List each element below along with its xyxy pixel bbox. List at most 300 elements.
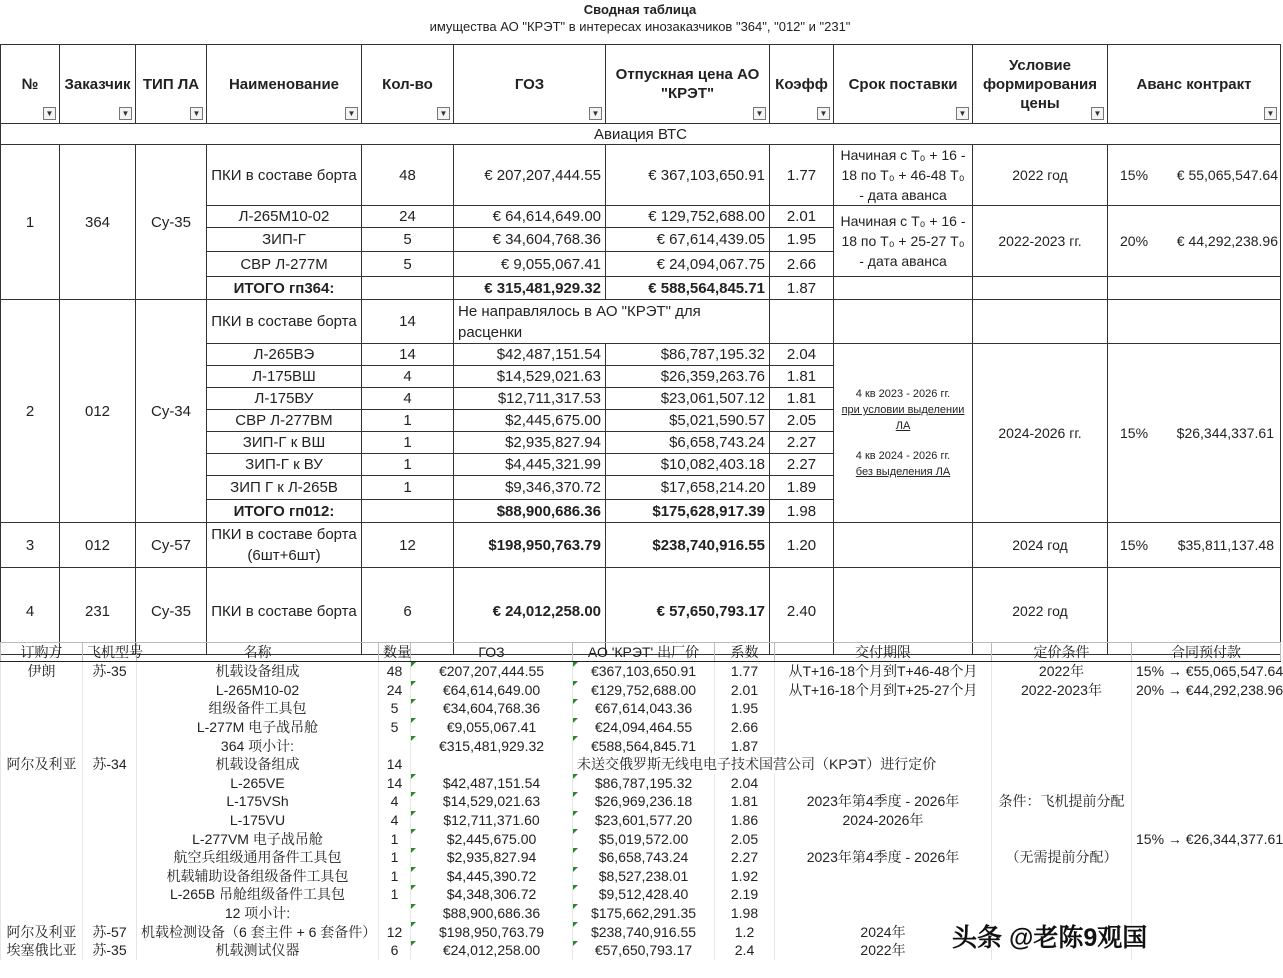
header-customer: Заказчик ▼ [60,45,136,124]
filter-dropdown-icon[interactable]: ▼ [956,107,969,120]
cn-aircraft [83,699,137,718]
cn-goz: €207,207,444.55 [411,662,573,681]
cn-price: €57,650,793.17 [573,941,715,960]
filter-dropdown-icon[interactable]: ▼ [1091,107,1104,120]
cn-coef: 1.86 [715,811,775,830]
cn-delivery [775,736,992,755]
table-row [1,300,1281,344]
header-coef: Коэфф ▼ [770,45,834,124]
cn-aircraft [83,718,137,737]
item-goz: $12,711,317.53 [454,388,606,410]
cn-pricing [992,885,1132,904]
cn-goz: €24,012,258.00 [411,941,573,960]
cn-aircraft [83,829,137,848]
advance-percent: 15% [1120,167,1149,183]
subtotal-price: € 588,564,845.71 [606,277,770,300]
cn-goz: $2,935,827.94 [411,848,573,867]
cn-price: $26,969,236.18 [573,792,715,811]
item-qty: 5 [362,252,454,277]
cn-table-row [1,662,1281,681]
cn-coef: 1.98 [715,904,775,923]
cn-delivery: 2024-2026年 [775,811,992,830]
item-name: ПКИ в составе борта [207,145,362,206]
cn-header-coef: 系数 [715,643,775,662]
cn-advance [1132,848,1281,867]
item-goz: € 64,614,649.00 [454,206,606,228]
cn-buyer [1,904,83,923]
cn-qty: 4 [379,811,411,830]
cn-price: €67,614,043.36 [573,699,715,718]
advance-amount: € 55,065,547.64 [1176,167,1278,183]
cn-qty: 24 [379,681,411,700]
cn-delivery: 2022年 [775,941,992,960]
item-price: € 57,650,793.17 [606,568,770,655]
filter-dropdown-icon[interactable]: ▼ [753,107,766,120]
cn-item-name: L-265VE [137,774,379,793]
advance-amount: $35,811,137.48 [1177,537,1274,553]
advance-cell [1108,523,1281,568]
item-coef: 1.81 [770,388,834,410]
item-name: ЗИП-Г [207,228,362,252]
item-coef: 2.66 [770,252,834,277]
not-priced-note: Не направлялось в АО "КРЭТ" для расценки [454,300,770,344]
cn-advance: 15% → €55,065,547.64 [1132,662,1281,681]
empty-cell [834,300,973,344]
cn-pricing [992,829,1132,848]
item-name: Л-265ВЭ [207,344,362,366]
subtotal-label: ИТОГО гп012: [207,500,362,523]
cn-not-priced-note: 未送交俄罗斯无线电电子技术国营公司（KPЭT）进行定价 [573,755,992,774]
item-goz: $14,529,021.63 [454,366,606,388]
filter-dropdown-icon[interactable]: ▼ [345,107,358,120]
cn-table-row [1,755,1281,774]
chinese-translation-table [0,642,1281,960]
item-qty: 1 [362,454,454,476]
cn-aircraft [83,867,137,886]
cn-pricing [992,736,1132,755]
cn-pricing: （无需提前分配） [992,848,1132,867]
item-qty [362,277,454,300]
cn-price: $175,662,291.35 [573,904,715,923]
item-name: ПКИ в составе борта [207,568,362,655]
cn-advance: 20% → €44,292,238.96 [1132,681,1281,700]
item-name: ЗИП-Г к ВУ [207,454,362,476]
cn-header-name: 名称 [137,643,379,662]
cn-qty: 12 [379,922,411,941]
cn-goz: $12,711,371.60 [411,811,573,830]
cn-table-row [1,811,1281,830]
item-price: € 367,103,650.91 [606,145,770,206]
header-qty: Кол-во ▼ [362,45,454,124]
advance-cell [1108,344,1281,523]
item-qty: 14 [362,300,454,344]
cn-item-name: 机载辅助设备组级备件工具包 [137,867,379,886]
empty-cell [770,300,834,344]
cn-aircraft [83,792,137,811]
cn-goz: $198,950,763.79 [411,922,573,941]
cn-advance [1132,811,1281,830]
cn-header-pricing: 定价条件 [992,643,1132,662]
cn-advance [1132,736,1281,755]
advance-amount: € 44,292,238.96 [1176,233,1278,249]
row-aircraft-type: Су-35 [136,145,207,300]
cn-advance [1132,699,1281,718]
item-qty: 48 [362,145,454,206]
table-row [1,145,1281,206]
item-name: Л-265М10-02 [207,206,362,228]
subtotal-coef: 1.98 [770,500,834,523]
header-delivery: Срок поставки ▼ [834,45,973,124]
empty-cell [834,277,973,300]
cn-goz: €9,055,067.41 [411,718,573,737]
cn-coef: 1.77 [715,662,775,681]
cn-qty [379,736,411,755]
filter-dropdown-icon[interactable]: ▼ [1264,107,1277,120]
cn-price: $86,787,195.32 [573,774,715,793]
cn-delivery [775,885,992,904]
header-row [1,45,1281,124]
cn-qty: 4 [379,792,411,811]
cn-advance [1132,904,1281,923]
cn-aircraft [83,904,137,923]
cn-table-row [1,885,1281,904]
delivery-line: 4 кв 2024 - 2026 гг. [855,450,951,462]
item-coef: 1.20 [770,523,834,568]
section-row [1,124,1281,145]
cn-aircraft [83,848,137,867]
cn-buyer [1,774,83,793]
item-name: Л-175ВУ [207,388,362,410]
item-name: СВР Л-277М [207,252,362,277]
cn-qty: 1 [379,829,411,848]
subtotal-goz: $88,900,686.36 [454,500,606,523]
item-qty: 14 [362,344,454,366]
filter-dropdown-icon[interactable]: ▼ [589,107,602,120]
cn-price: €588,564,845.71 [573,736,715,755]
cn-pricing: 2022-2023年 [992,681,1132,700]
cn-delivery [775,774,992,793]
cn-header-delivery: 交付期限 [775,643,992,662]
item-name: Л-175ВШ [207,366,362,388]
header-aircraft-type: ТИП ЛА ▼ [136,45,207,124]
row-customer: 012 [60,300,136,523]
pricing-condition: 2022 год [973,145,1108,206]
cn-goz: $4,348,306.72 [411,885,573,904]
cn-coef: 1.2 [715,922,775,941]
item-goz: $9,346,370.72 [454,476,606,500]
cn-coef: 1.92 [715,867,775,886]
cn-goz: $14,529,021.63 [411,792,573,811]
cn-qty [379,904,411,923]
delivery-term: Начиная с Т₀ + 16 - 18 по Т₀ + 46-48 Т₀ - дата аванса [834,145,973,206]
item-price: $86,787,195.32 [606,344,770,366]
pricing-condition: 2022-2023 гг. [973,206,1108,277]
header-goz: ГОЗ ▼ [454,45,606,124]
subtotal-label: ИТОГО гп364: [207,277,362,300]
cn-delivery: 2023年第4季度 - 2026年 [775,792,992,811]
cn-table-row [1,792,1281,811]
empty-cell [834,523,973,568]
cn-advance [1132,885,1281,904]
cn-delivery [775,718,992,737]
cn-aircraft: 苏-35 [83,662,137,681]
item-coef: 2.01 [770,206,834,228]
item-qty: 24 [362,206,454,228]
cn-item-name: L-277M 电子战吊舱 [137,718,379,737]
cn-advance [1132,941,1281,960]
cn-item-name: L-265B 吊舱组级备件工具包 [137,885,379,904]
cn-table-row [1,699,1281,718]
filter-dropdown-icon[interactable]: ▼ [437,107,450,120]
cn-pricing: 2022年 [992,662,1132,681]
cn-header-qty: 数量 [379,643,411,662]
cn-pricing [992,867,1132,886]
cn-goz: €34,604,768.36 [411,699,573,718]
subtotal-goz: € 315,481,929.32 [454,277,606,300]
table-subtitle: имущества АО "КРЭТ" в интересах инозаказчиков "364", "012" и "231" [429,19,851,34]
cn-coef: 1.87 [715,736,775,755]
advance-cell [1108,145,1281,206]
cn-pricing [992,755,1132,774]
cn-coef: 2.27 [715,848,775,867]
item-price: $6,658,743.24 [606,432,770,454]
item-price: $26,359,263.76 [606,366,770,388]
cn-delivery: 从T+16-18个月到T+25-27个月 [775,681,992,700]
filter-dropdown-icon[interactable]: ▼ [119,107,132,120]
item-name: ЗИП-Г к ВШ [207,432,362,454]
cn-item-name: 机载测试仪器 [137,941,379,960]
item-name: ЗИП Г к Л-265В [207,476,362,500]
item-name: ПКИ в составе борта (6шт+6шт) [207,523,362,568]
cn-buyer [1,699,83,718]
cn-item-name: 机载设备组成 [137,662,379,681]
item-qty: 12 [362,523,454,568]
item-qty [362,500,454,523]
cn-price: $5,019,572.00 [573,829,715,848]
row-no: 2 [1,300,60,523]
item-name: ПКИ в составе борта [207,300,362,344]
item-goz: $42,487,151.54 [454,344,606,366]
cn-buyer: 阿尔及利亚 [1,922,83,941]
watermark: 头条 @老陈9观国 [952,924,1148,952]
cn-table-row [1,681,1281,700]
cn-goz: $42,487,151.54 [411,774,573,793]
cn-aircraft [83,774,137,793]
cn-buyer [1,848,83,867]
cn-price: $23,601,577.20 [573,811,715,830]
cn-buyer: 伊朗 [1,662,83,681]
item-qty: 1 [362,410,454,432]
title-area [0,0,1280,44]
cn-qty: 1 [379,885,411,904]
cn-qty: 5 [379,718,411,737]
header-pricing-condition: Условие формирования цены ▼ [973,45,1108,124]
section-label: Авиация ВТС [1,124,1281,145]
cn-buyer: 阿尔及利亚 [1,755,83,774]
cn-qty: 1 [379,848,411,867]
header-no: № ▼ [1,45,60,124]
cn-delivery [775,699,992,718]
pricing-condition: 2024-2026 гг. [973,344,1108,523]
cn-table-row [1,718,1281,737]
cn-advance [1132,718,1281,737]
cn-price: $6,658,743.24 [573,848,715,867]
pricing-condition: 2022 год [973,568,1108,655]
cn-delivery [775,829,992,848]
row-customer: 364 [60,145,136,300]
cn-table-row [1,736,1281,755]
item-coef: 1.95 [770,228,834,252]
cn-price: €367,103,650.91 [573,662,715,681]
cn-header-advance: 合同预付款 [1132,643,1281,662]
cn-advance [1132,792,1281,811]
advance-percent: 15% [1120,537,1149,553]
item-coef: 2.27 [770,432,834,454]
filter-dropdown-icon[interactable]: ▼ [190,107,203,120]
cn-buyer: 埃塞俄比亚 [1,941,83,960]
delivery-term: Начиная с Т₀ + 16 - 18 по Т₀ + 25-27 Т₀ - дата аванса [834,206,973,277]
cn-item-name: L-175VU [137,811,379,830]
cn-qty: 5 [379,699,411,718]
row-aircraft-type: Су-57 [136,523,207,568]
cn-coef: 2.04 [715,774,775,793]
pricing-condition: 2024 год [973,523,1108,568]
item-coef: 1.81 [770,366,834,388]
item-qty: 4 [362,388,454,410]
item-goz: € 9,055,067.41 [454,252,606,277]
cn-delivery: 2024年 [775,922,992,941]
cn-qty: 14 [379,774,411,793]
cn-table-row [1,867,1281,886]
cn-price: $238,740,916.55 [573,922,715,941]
empty-cell [973,300,1108,344]
cn-table-body [1,662,1281,960]
delivery-line: при условии выделении ЛА [841,404,965,432]
cn-qty: 48 [379,662,411,681]
item-goz: $4,445,321.99 [454,454,606,476]
cn-goz: $4,445,390.72 [411,867,573,886]
cn-price: $9,512,428.40 [573,885,715,904]
cn-qty: 14 [379,755,411,774]
cn-buyer [1,867,83,886]
cn-pricing [992,774,1132,793]
cn-coef: 2.05 [715,829,775,848]
item-coef: 2.40 [770,568,834,655]
cn-aircraft: 苏-35 [83,941,137,960]
cn-header-aircraft: 飞机型号 [83,643,137,662]
cn-buyer [1,736,83,755]
cn-pricing [992,718,1132,737]
cn-aircraft [83,885,137,904]
cn-item-name: 组级备件工具包 [137,699,379,718]
cn-item-name: L-175VSh [137,792,379,811]
item-price: $17,658,214.20 [606,476,770,500]
cn-table-row [1,829,1281,848]
row-aircraft-type: Су-34 [136,300,207,523]
cn-advance [1132,755,1281,774]
cn-delivery [775,867,992,886]
cn-header-row [1,643,1281,662]
item-goz: $2,445,675.00 [454,410,606,432]
item-coef: 1.89 [770,476,834,500]
cn-item-name: L-277VM 电子战吊舱 [137,829,379,848]
cn-item-name: 12 项小计: [137,904,379,923]
item-coef: 2.27 [770,454,834,476]
cn-item-name: 机载检测设备（6 套主件 + 6 套备件） [137,922,379,941]
item-name: СВР Л-277ВМ [207,410,362,432]
cn-buyer [1,718,83,737]
cn-price: €129,752,688.00 [573,681,715,700]
cn-aircraft [83,811,137,830]
item-price: € 67,614,439.05 [606,228,770,252]
delivery-line: без выделения ЛА [855,466,951,478]
cn-buyer [1,792,83,811]
cn-item-name: 机载设备组成 [137,755,379,774]
russian-summary-table [0,44,1281,655]
cn-coef: 2.01 [715,681,775,700]
cn-pricing: 条件：飞机提前分配 [992,792,1132,811]
advance-percent: 15% [1120,425,1149,441]
cn-goz: €315,481,929.32 [411,736,573,755]
item-qty: 6 [362,568,454,655]
empty-cell [1108,277,1281,300]
row-no: 1 [1,145,60,300]
cn-coef: 1.95 [715,699,775,718]
item-qty: 1 [362,476,454,500]
delivery-line: 4 кв 2023 - 2026 гг. [855,388,951,400]
item-qty: 4 [362,366,454,388]
cn-qty: 1 [379,867,411,886]
cn-item-name: 航空兵组级通用备件工具包 [137,848,379,867]
table-title: Сводная таблица [583,2,697,17]
cn-table-row [1,848,1281,867]
cn-buyer [1,885,83,904]
advance-amount: $26,344,337.61 [1176,425,1274,441]
empty-cell [1108,300,1281,344]
item-goz: € 207,207,444.55 [454,145,606,206]
cn-price: $8,527,238.01 [573,867,715,886]
subtotal-price: $175,628,917.39 [606,500,770,523]
item-goz: $2,935,827.94 [454,432,606,454]
cn-coef: 1.81 [715,792,775,811]
item-goz: $198,950,763.79 [454,523,606,568]
item-goz: € 24,012,258.00 [454,568,606,655]
row-no: 4 [1,568,60,655]
cn-buyer [1,681,83,700]
item-price: € 24,094,067.75 [606,252,770,277]
filter-dropdown-icon[interactable]: ▼ [43,107,56,120]
cn-delivery: 从T+16-18个月到T+46-48个月 [775,662,992,681]
item-qty: 1 [362,432,454,454]
cn-header-price: АО 'КРЭТ' 出厂价 [573,643,715,662]
cn-delivery: 2023年第4季度 - 2026年 [775,848,992,867]
cn-aircraft [83,736,137,755]
cn-item-name: L-265M10-02 [137,681,379,700]
advance-percent: 20% [1120,233,1149,249]
cn-coef: 2.66 [715,718,775,737]
filter-dropdown-icon[interactable]: ▼ [817,107,830,120]
header-price: Отпускная цена АО "КРЭТ" ▼ [606,45,770,124]
subtotal-coef: 1.87 [770,277,834,300]
item-price: $238,740,916.55 [606,523,770,568]
item-price: $5,021,590.57 [606,410,770,432]
row-aircraft-type: Су-35 [136,568,207,655]
cn-buyer [1,829,83,848]
cn-aircraft: 苏-57 [83,922,137,941]
item-price: € 129,752,688.00 [606,206,770,228]
cn-goz [411,755,573,774]
item-qty: 5 [362,228,454,252]
